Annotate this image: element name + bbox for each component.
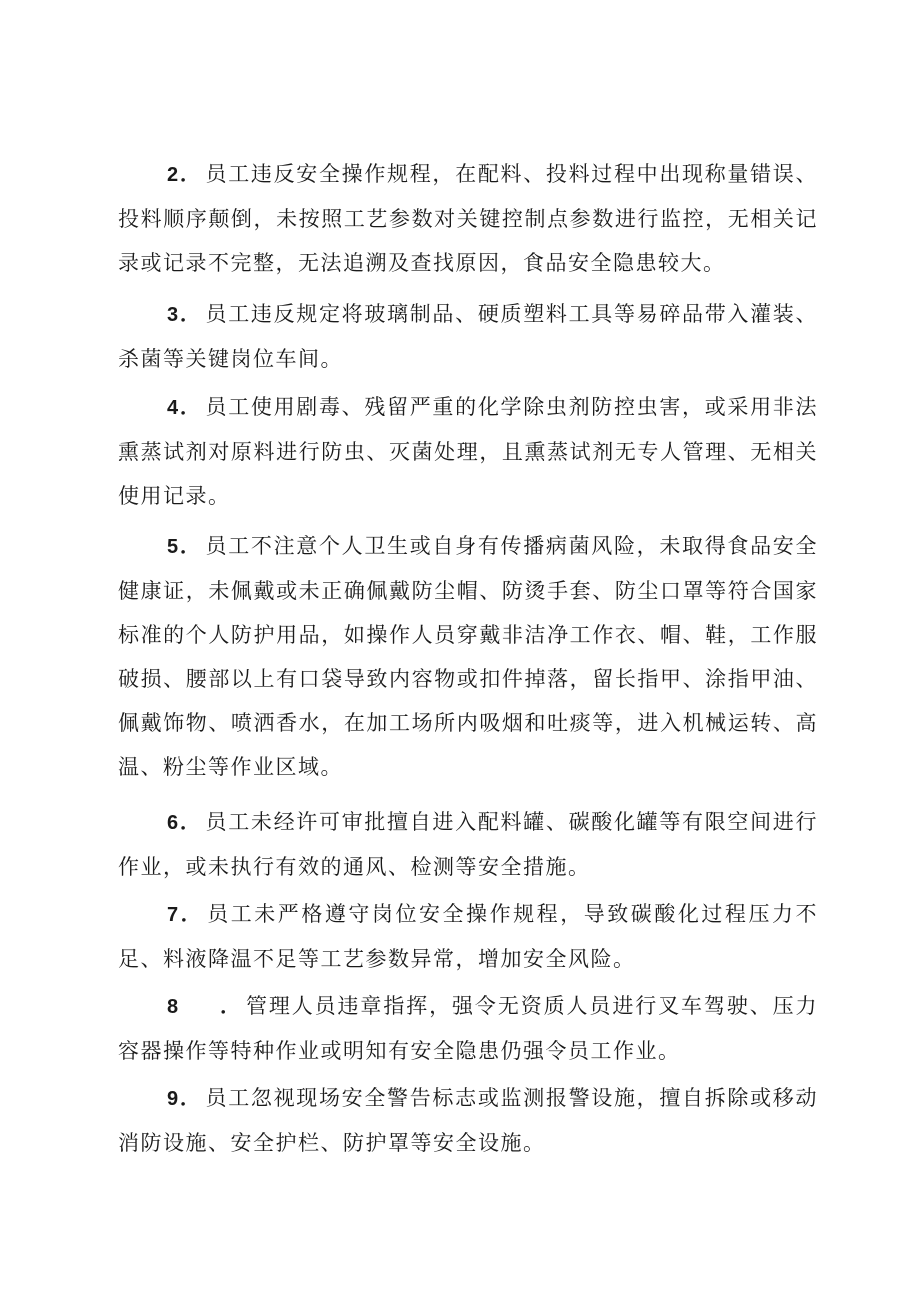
- clause-text: 员工使用剧毒、残留严重的化学除虫剂防控虫害，或采用非法熏蒸试剂对原料进行防虫、灭菌处理，且熏蒸试剂无专人管理、无相关使用记录。: [118, 395, 819, 508]
- clause-9: 9． 员工忽视现场安全警告标志或监测报警设施，擅自拆除或移动消防设施、安全护栏、防护罩等安全设施。: [118, 1086, 819, 1155]
- clause-number: 2: [167, 164, 180, 186]
- clause-text: 员工忽视现场安全警告标志或监测报警设施，擅自拆除或移动消防设施、安全护栏、防护罩等安全设施。: [118, 1086, 819, 1155]
- clause-3: 3． 员工违反规定将玻璃制品、硬质塑料工具等易碎品带入灌装、杀菌等关键岗位车间。: [118, 302, 819, 371]
- clause-number: 3: [167, 304, 180, 326]
- clause-number: 9: [167, 1088, 180, 1110]
- clause-6: 6． 员工未经许可审批擅自进入配料罐、碳酸化罐等有限空间进行作业，或未执行有效的通风、检测等安全措施。: [118, 810, 819, 879]
- clause-text: 员工违反安全操作规程，在配料、投料过程中出现称量错误、投料顺序颠倒，未按照工艺参数对关键控制点参数进行监控，无相关记录或记录不完整，无法追溯及查找原因，食品安全隐患较大。: [118, 162, 819, 275]
- clause-7: 7． 员工未严格遵守岗位安全操作规程，导致碳酸化过程压力不足、料液降温不足等工艺参数异常，增加安全风险。: [118, 902, 819, 971]
- clause-number: 6: [167, 812, 180, 834]
- clause-text: 员工不注意个人卫生或自身有传播病菌风险，未取得食品安全健康证，未佩戴或未正确佩戴防尘帽、防烫手套、防尘口罩等符合国家标准的个人防护用品，如操作人员穿戴非洁净工作衣、帽、鞋，工作服破损、腰部以上有口袋导致内容物或扣件掉落，留长指甲、涂指甲油、佩戴饰物、喷洒香水，在加工场所内吸烟和吐痰等，进入机械运转、高温、粉尘等作业区域。: [118, 534, 819, 779]
- clause-number: 7: [167, 904, 180, 926]
- clause-number: 8: [167, 996, 180, 1018]
- clause-text: 管理人员违章指挥，强令无资质人员进行叉车驾驶、压力容器操作等特种作业或明知有安全隐患仍强令员工作业。: [118, 994, 819, 1063]
- clause-text: 员工未严格遵守岗位安全操作规程，导致碳酸化过程压力不足、料液降温不足等工艺参数异常，增加安全风险。: [118, 902, 819, 971]
- clause-4: 4． 员工使用剧毒、残留严重的化学除虫剂防控虫害，或采用非法熏蒸试剂对原料进行防虫、灭菌处理，且熏蒸试剂无专人管理、无相关使用记录。: [118, 395, 819, 508]
- clause-2: 2． 员工违反安全操作规程，在配料、投料过程中出现称量错误、投料顺序颠倒，未按照工艺参数对关键控制点参数进行监控，无相关记录或记录不完整，无法追溯及查找原因，食品安全隐患较大。: [118, 162, 819, 275]
- clause-number: 4: [167, 397, 180, 419]
- clause-8: 8 ． 管理人员违章指挥，强令无资质人员进行叉车驾驶、压力容器操作等特种作业或明知有安全隐患仍强令员工作业。: [118, 994, 819, 1063]
- clause-text: 员工未经许可审批擅自进入配料罐、碳酸化罐等有限空间进行作业，或未执行有效的通风、检测等安全措施。: [118, 810, 819, 879]
- clause-number: 5: [167, 536, 180, 558]
- clause-5: 5． 员工不注意个人卫生或自身有传播病菌风险，未取得食品安全健康证，未佩戴或未正确佩戴防尘帽、防烫手套、防尘口罩等符合国家标准的个人防护用品，如操作人员穿戴非洁净工作衣、帽、鞋，工作服破损、腰部以上有口袋导致内容物或扣件掉落，留长指甲、涂指甲油、佩戴饰物、喷洒香水，在加工场所内吸烟和吐痰等，进入机械运转、高温、粉尘等作业区域。: [118, 534, 819, 779]
- clause-text: 员工违反规定将玻璃制品、硬质塑料工具等易碎品带入灌装、杀菌等关键岗位车间。: [118, 302, 819, 371]
